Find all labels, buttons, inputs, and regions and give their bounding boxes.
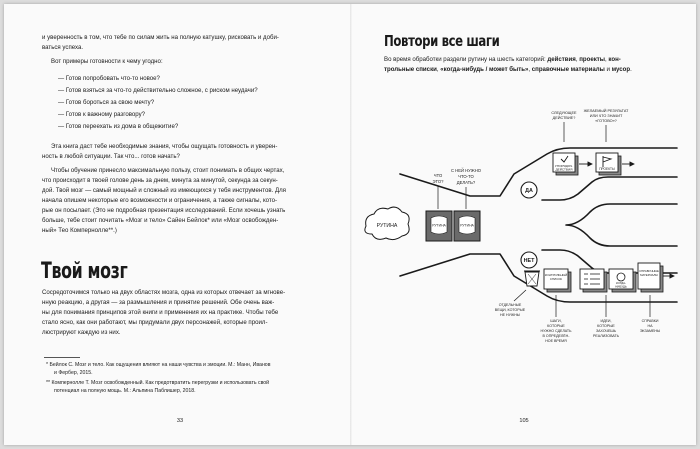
actions-box-label: ДЕЙСТВИЯ xyxy=(555,167,573,172)
footnote-divider xyxy=(44,357,80,358)
inner-upper xyxy=(542,177,677,200)
reference-note-line: СПРАВКИ xyxy=(641,319,659,323)
checklist-box-label: КОНТРОЛЬНЫЙ xyxy=(544,273,568,277)
footnote-line: ** Компернолле Т. Мозг освобожденный. Как предотвратить перегрузки и использовать свой xyxy=(46,380,270,386)
requires-action-label-line: ДЕЛАТЬ? xyxy=(456,180,476,185)
footnote-line: * Бейлок С. Мозг и тело. Как ощущения влияют на наши чувства и эмоции. М.: Манн, Иванов xyxy=(46,362,271,368)
requires-action-label-line: ЧТО-ТО xyxy=(458,174,474,179)
paragraph-line: больше, тебе стоит почитать «Мозг и тело» Сайен Бейлок* или «Мозг освобожден- xyxy=(42,217,279,224)
checklist-note-line: КОТОРЫЕ xyxy=(547,324,565,328)
left-page xyxy=(4,4,350,445)
paragraph-line: начала опишем некоторые его возможности и ограничения, а также сигналы, кото- xyxy=(42,197,278,204)
no-label: НЕТ xyxy=(523,258,535,264)
category-checklists-start: кон- xyxy=(608,56,621,63)
page-number: 105 xyxy=(519,418,529,424)
examples-intro: Вот примеры готовности к чему угодно: xyxy=(51,58,163,65)
example-item: — Готов к важному разговору? xyxy=(58,111,146,118)
category-projects: проекты xyxy=(579,56,605,63)
desired-result-label-line: «ГОТОВО»? xyxy=(595,119,617,123)
trash-label-line: НЕ НУЖНЫ xyxy=(500,313,520,317)
example-item: — Готов попробовать что-то новое? xyxy=(58,75,160,82)
projects-box-label: ПРОЕКТЫ xyxy=(599,167,615,171)
paragraph-line: нную реакцию, а другая — за размышления и принятие решений. Обе очень важ- xyxy=(42,299,275,306)
inbox-scroll-1-label: РУТИНА xyxy=(432,223,446,228)
someday-note-line: РЕАЛИЗОВАТЬ xyxy=(592,334,620,338)
what-is-label-line: ЧТО xyxy=(433,173,443,178)
routine-label: РУТИНА xyxy=(376,223,398,229)
paragraph-line: Чтобы обучение принесло максимальную пользу, стоит понимать в общих чертах, xyxy=(51,167,285,174)
reference-box-label: МАТЕРИАЛЫ xyxy=(640,273,658,277)
checklist-note-line: ШАГИ, xyxy=(550,319,562,323)
example-item: — Готов взяться за что-то действительно сложное, с риском неудачи? xyxy=(58,87,258,94)
reference-box-label: СПРАВОЧНЫЕ xyxy=(639,269,659,273)
section-heading: Повтори все шаги xyxy=(384,32,500,50)
paragraph-line: Сосредоточимся только на двух областях мозга, одна из которых отвечает за мгнове- xyxy=(42,289,286,296)
category-actions: действия xyxy=(547,56,576,63)
example-item: — Готов переехать из дома в общежитие? xyxy=(58,123,179,130)
paragraph-line: ный» Тео Компернолле**.) xyxy=(42,227,117,234)
section-heading: Твой мозг xyxy=(41,259,128,284)
reference-note-line: НА xyxy=(647,324,653,328)
yes-label: ДА xyxy=(525,188,533,194)
separator: и xyxy=(604,66,612,73)
someday-box-label: НИБУДЬ xyxy=(615,284,627,289)
pointer-trash xyxy=(514,290,526,301)
paragraph-line: люстрируют каждую из них. xyxy=(42,329,121,336)
paragraph-line: ны для понимания принципов этой книги и применения их на практике. Чтобы тебе xyxy=(42,309,279,316)
separator: , xyxy=(436,66,441,73)
checklist-box-label: СПИСОК xyxy=(549,277,563,281)
funnel-top xyxy=(400,148,677,196)
intro-text: Во время обработки раздели рутину на шесть категорий: xyxy=(384,56,548,63)
next-action-label-line: СЛЕДУЮЩЕЕ xyxy=(551,111,577,115)
desired-result-label-line: ЖЕЛАЕМЫЙ РЕЗУЛЬТАТ xyxy=(583,109,629,113)
category-reference: справочные материалы xyxy=(531,66,605,73)
paragraph-line: Эта книга даст тебе необходимые знания, чтобы ощущать готовность и уверен- xyxy=(51,143,278,150)
intro-line: ваться успеха. xyxy=(42,44,84,51)
paragraph-line: что происходит в твоей голове день за днем, минута за минутой, секунда за секун- xyxy=(42,177,278,184)
requires-action-label-line: С НЕЙ НУЖНО xyxy=(450,168,482,173)
checklist-note-line: НУЖНО СДЕЛАТЬ xyxy=(540,329,572,333)
footnote-line: потенциал на полную мощь. М.: Альпина Паблишер, 2018. xyxy=(54,388,196,394)
trash-label-line: ОТДЕЛЬНЫЕ xyxy=(498,303,522,307)
paragraph-line: рые он посылает. (Это не подробная презентация исследований. Если хочешь узнать xyxy=(42,207,286,214)
page-number: 33 xyxy=(176,418,184,424)
paragraph-line: ность в любой ситуации. Так что... готов начать? xyxy=(42,153,180,160)
actions-box-label: УПОРЯДОЧ. xyxy=(554,164,574,168)
someday-note-line: ИДЕИ, xyxy=(600,319,612,323)
inbox-scroll-2-label: РУТИНА xyxy=(460,223,474,228)
what-is-label-line: ЭТО? xyxy=(432,179,444,184)
footnote-line: и Фербер, 2015. xyxy=(54,370,93,376)
middle-fork xyxy=(566,204,677,246)
checklist-note-line: НОЕ ВРЕМЯ xyxy=(545,339,567,343)
separator: , xyxy=(575,56,580,63)
paragraph-line: дой. Твой мозг — самый мощный и сложный из имеющихся у тебя инструментов. Для xyxy=(42,187,286,194)
next-action-label-line: ДЕЙСТВИЕ? xyxy=(552,116,576,120)
checklist-note-line: В ОПРЕДЕЛЁН- xyxy=(542,334,570,338)
category-trash: мусор xyxy=(611,66,631,73)
book-spread xyxy=(4,4,696,445)
paragraph-line: стало ясно, как они работают, мы придумали двух персонажей, которые проил- xyxy=(42,319,268,326)
someday-note-line: КОТОРЫЕ xyxy=(597,324,615,328)
workflow-diagram xyxy=(352,4,696,445)
intro-line: и уверенность в том, что тебе по силам жить на полную катушку, рисковать и доби- xyxy=(42,34,279,41)
separator: , xyxy=(528,66,532,73)
trash-icon xyxy=(524,271,540,286)
category-checklists-end: трольные списки xyxy=(384,66,437,73)
right-page xyxy=(352,4,696,445)
reference-note-line: ЭКЗАМЕНЫ xyxy=(639,329,661,333)
example-item: — Готов бороться за свою мечту? xyxy=(58,99,155,106)
trash-label-line: ВЕЩИ, КОТОРЫЕ xyxy=(494,308,526,312)
someday-box-label: КОГДА- xyxy=(615,281,627,285)
separator: . xyxy=(630,66,632,73)
someday-note-line: ЗАХОЧЕШЬ xyxy=(595,329,617,333)
category-someday: «когда-нибудь / может быть» xyxy=(440,66,529,73)
desired-result-label-line: ИЛИ ЧТО ЗНАЧИТ xyxy=(589,114,623,118)
separator: , xyxy=(605,56,609,63)
